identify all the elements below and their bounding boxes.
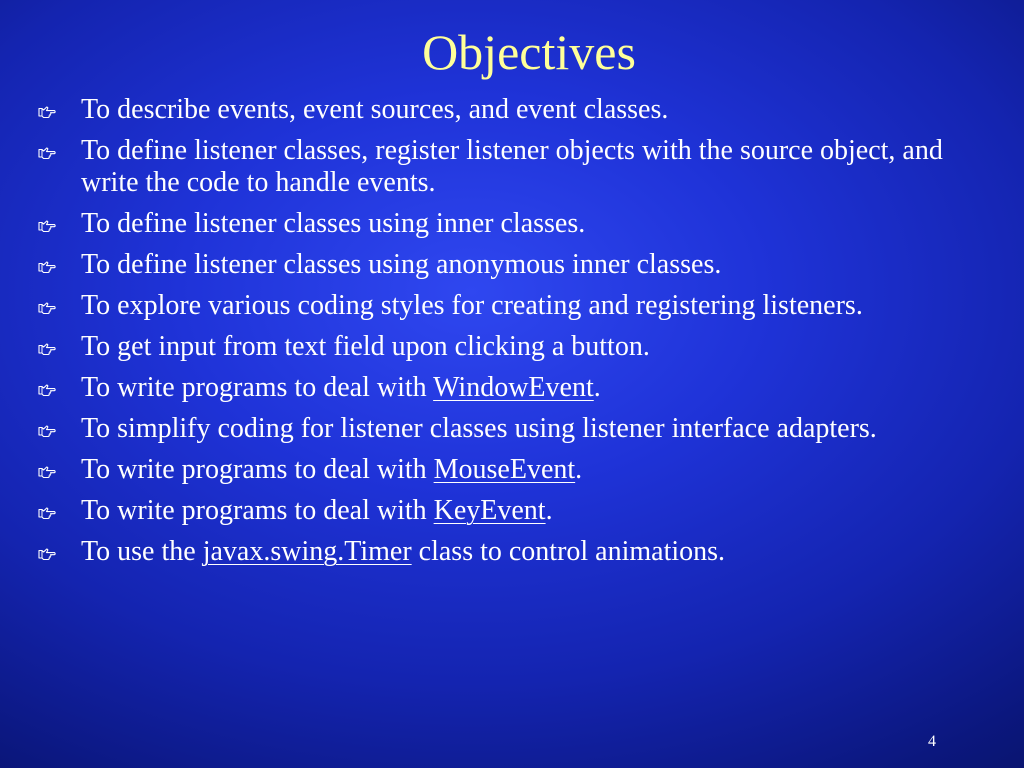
swing-timer-link[interactable]: javax.swing.Timer: [202, 536, 412, 567]
list-item-text-after: .: [545, 495, 553, 526]
list-item-text-after: class to control animations.: [411, 536, 726, 567]
list-item: [0, 94, 1000, 126]
list-item-text-after: .: [575, 454, 583, 485]
list-item-text: To explore various coding styles for creating and registering listeners.: [81, 290, 863, 321]
pointing-hand-icon: [38, 144, 56, 160]
pointing-hand-icon: [38, 217, 56, 233]
page-number: 4: [928, 733, 936, 750]
pointing-hand-icon: [38, 504, 56, 520]
list-item: [0, 331, 1000, 363]
list-item-text: To simplify coding for listener classes using listener interface adapters.: [81, 413, 877, 444]
list-item: [0, 208, 1000, 240]
window-event-link[interactable]: WindowEvent: [433, 372, 594, 403]
list-item-text-before: To use the: [81, 536, 203, 567]
objectives-list: [0, 94, 1000, 577]
pointing-hand-icon: [38, 103, 56, 119]
list-item-text: To define listener classes, register listener objects with the source object, and write the code to handle events.: [81, 135, 943, 198]
list-item: [0, 413, 1000, 445]
mouse-event-link[interactable]: MouseEvent: [433, 454, 576, 485]
list-item: [0, 495, 1000, 527]
list-item-text: To get input from text field upon clicking a button.: [81, 331, 650, 362]
pointing-hand-icon: [38, 463, 56, 479]
list-item-text: To describe events, event sources, and event classes.: [81, 94, 669, 125]
list-item: [0, 536, 1000, 568]
list-item: [0, 290, 1000, 322]
slide-title: Objectives: [422, 24, 636, 80]
list-item-text: To define listener classes using anonymous inner classes.: [81, 249, 722, 280]
list-item-text-before: To write programs to deal with: [81, 372, 434, 403]
pointing-hand-icon: [38, 299, 56, 315]
list-item-text-after: .: [593, 372, 601, 403]
list-item: [0, 372, 1000, 404]
list-item: [0, 454, 1000, 486]
pointing-hand-icon: [38, 340, 56, 356]
key-event-link[interactable]: KeyEvent: [433, 495, 546, 526]
pointing-hand-icon: [38, 545, 56, 561]
list-item-text-before: To write programs to deal with: [81, 454, 434, 485]
list-item: [0, 135, 1000, 199]
pointing-hand-icon: [38, 422, 56, 438]
list-item-text: To define listener classes using inner classes.: [81, 208, 586, 239]
pointing-hand-icon: [38, 381, 56, 397]
list-item: [0, 249, 1000, 281]
pointing-hand-icon: [38, 258, 56, 274]
list-item-text-before: To write programs to deal with: [81, 495, 434, 526]
